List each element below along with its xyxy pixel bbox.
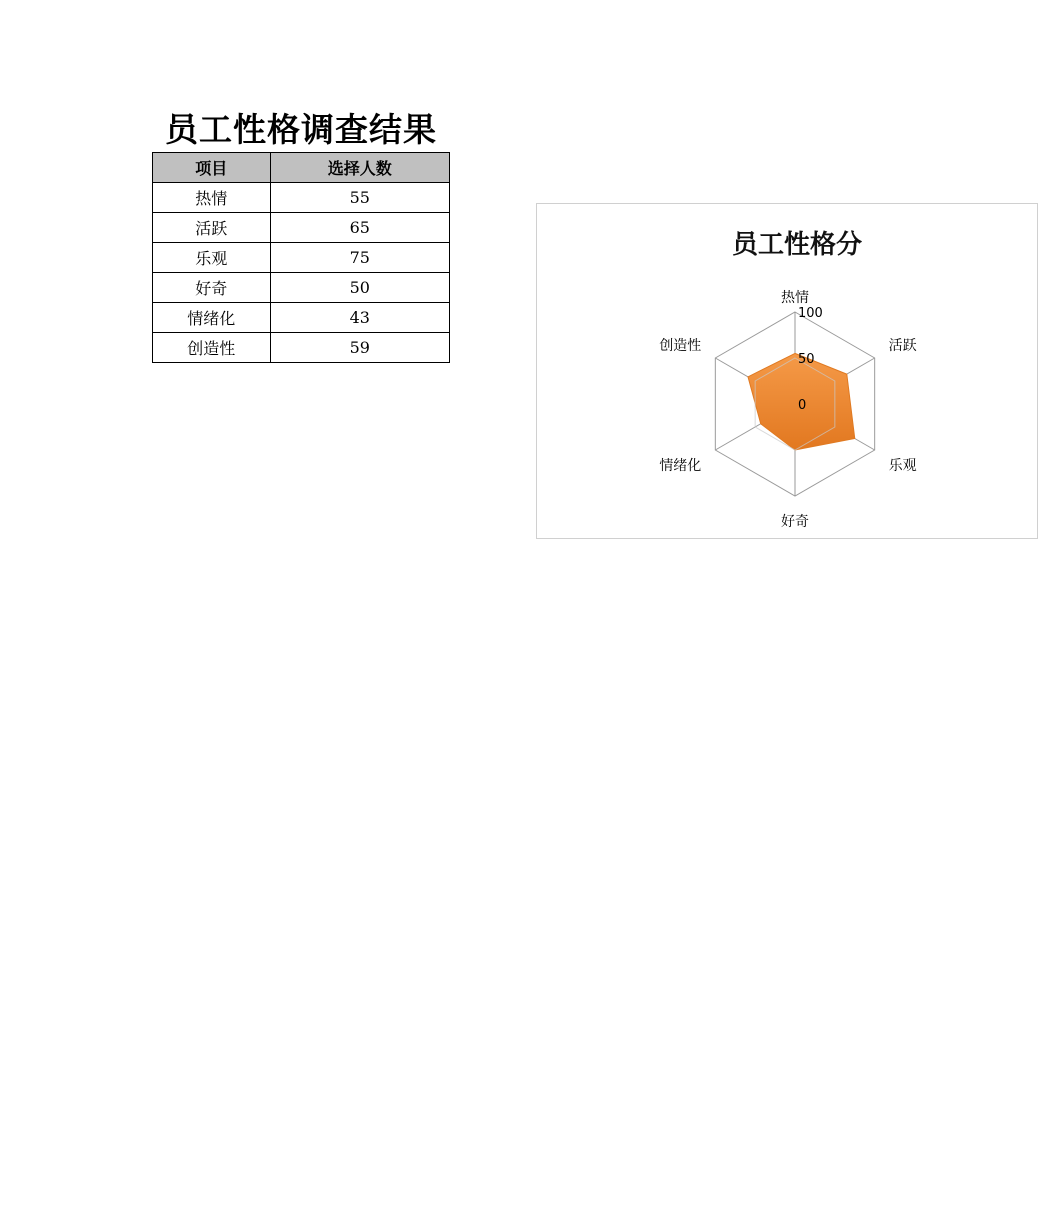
cell-count: 59	[270, 333, 449, 363]
cell-count: 75	[270, 243, 449, 273]
radar-category-label: 创造性	[659, 338, 702, 354]
cell-count: 55	[270, 183, 449, 213]
cell-count: 50	[270, 273, 449, 303]
cell-count: 43	[270, 303, 449, 333]
radar-tick-label: 0	[798, 398, 807, 413]
cell-item: 活跃	[153, 213, 271, 243]
radar-category-label: 情绪化	[659, 458, 702, 474]
table-header-row	[153, 153, 450, 183]
radar-category-label: 活跃	[888, 338, 917, 354]
radar-category-label: 好奇	[781, 514, 809, 530]
survey-table	[152, 152, 450, 363]
cell-count: 65	[270, 213, 449, 243]
document-title: 员工性格调查结果	[165, 110, 437, 149]
radar-chart[interactable]	[536, 203, 1038, 539]
table-row	[153, 183, 450, 213]
cell-item: 情绪化	[153, 303, 271, 333]
radar-chart-viewport	[536, 203, 917, 539]
radar-category-label: 乐观	[888, 458, 917, 474]
table-row	[153, 243, 450, 273]
table-row	[153, 303, 450, 333]
cell-item: 热情	[153, 183, 271, 213]
cell-item: 乐观	[153, 243, 271, 273]
table-row	[153, 333, 450, 363]
cell-item: 创造性	[153, 333, 271, 363]
radar-category-label: 热情	[781, 290, 809, 306]
table-row	[153, 213, 450, 243]
header-count: 选择人数	[270, 153, 449, 183]
chart-title: 员工性格分	[731, 230, 862, 260]
radar-tick-label: 50	[798, 352, 815, 367]
radar-tick-label: 100	[798, 306, 823, 321]
cell-item: 好奇	[153, 273, 271, 303]
table-row	[153, 273, 450, 303]
radar-plot	[537, 204, 1057, 538]
header-item: 项目	[153, 153, 271, 183]
